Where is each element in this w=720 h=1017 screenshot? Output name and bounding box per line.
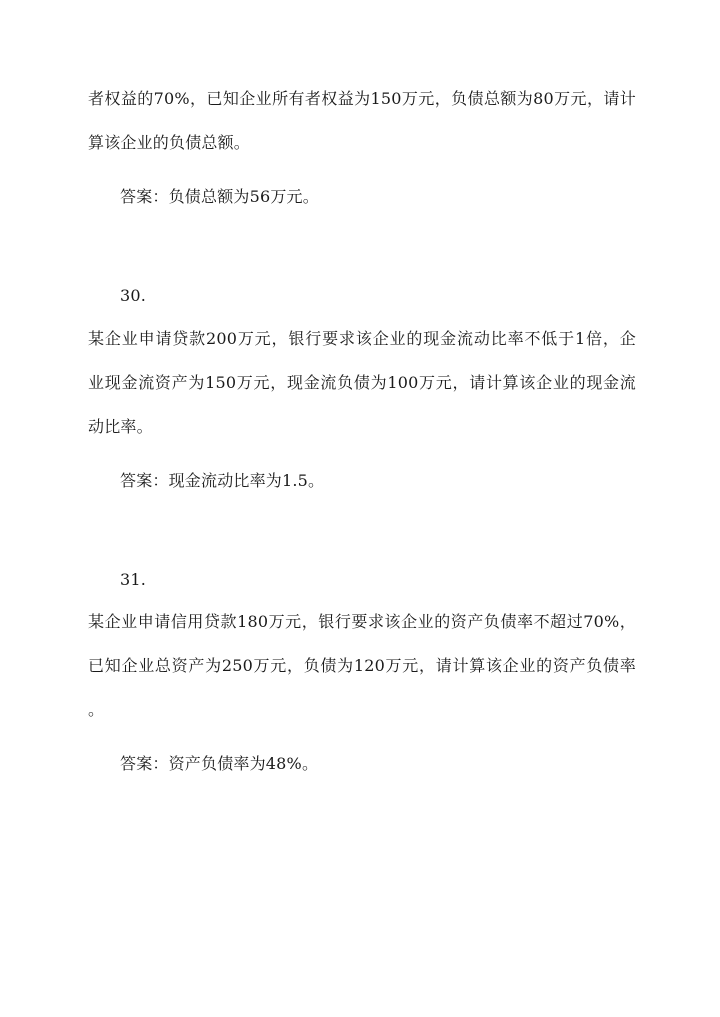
question-31-answer: 答案：资产负债率为48%。 [120,754,319,773]
question-30-line-3: 动比率。 [88,417,153,436]
question-30-line-1: 某企业申请贷款200万元，银行要求该企业的现金流动比率不低于1倍，企 [88,329,636,348]
question-30-number: 30. [120,286,147,305]
previous-question-line-1: 者权益的70%，已知企业所有者权益为150万元，负债总额为80万元，请计 [88,89,636,108]
question-31-line-1: 某企业申请信用贷款180万元，银行要求该企业的资产负债率不超过70%， [88,612,636,631]
previous-answer: 答案：负债总额为56万元。 [120,187,319,206]
previous-question-line-2: 算该企业的负债总额。 [88,133,251,152]
question-31-line-2: 已知企业总资产为250万元，负债为120万元，请计算该企业的资产负债率 [88,656,636,675]
question-30-answer: 答案：现金流动比率为1.5。 [120,471,325,490]
question-31-number: 31. [120,570,147,589]
question-31-line-3: 。 [88,700,105,719]
question-30-line-2: 业现金流资产为150万元，现金流负债为100万元，请计算该企业的现金流 [88,373,636,392]
